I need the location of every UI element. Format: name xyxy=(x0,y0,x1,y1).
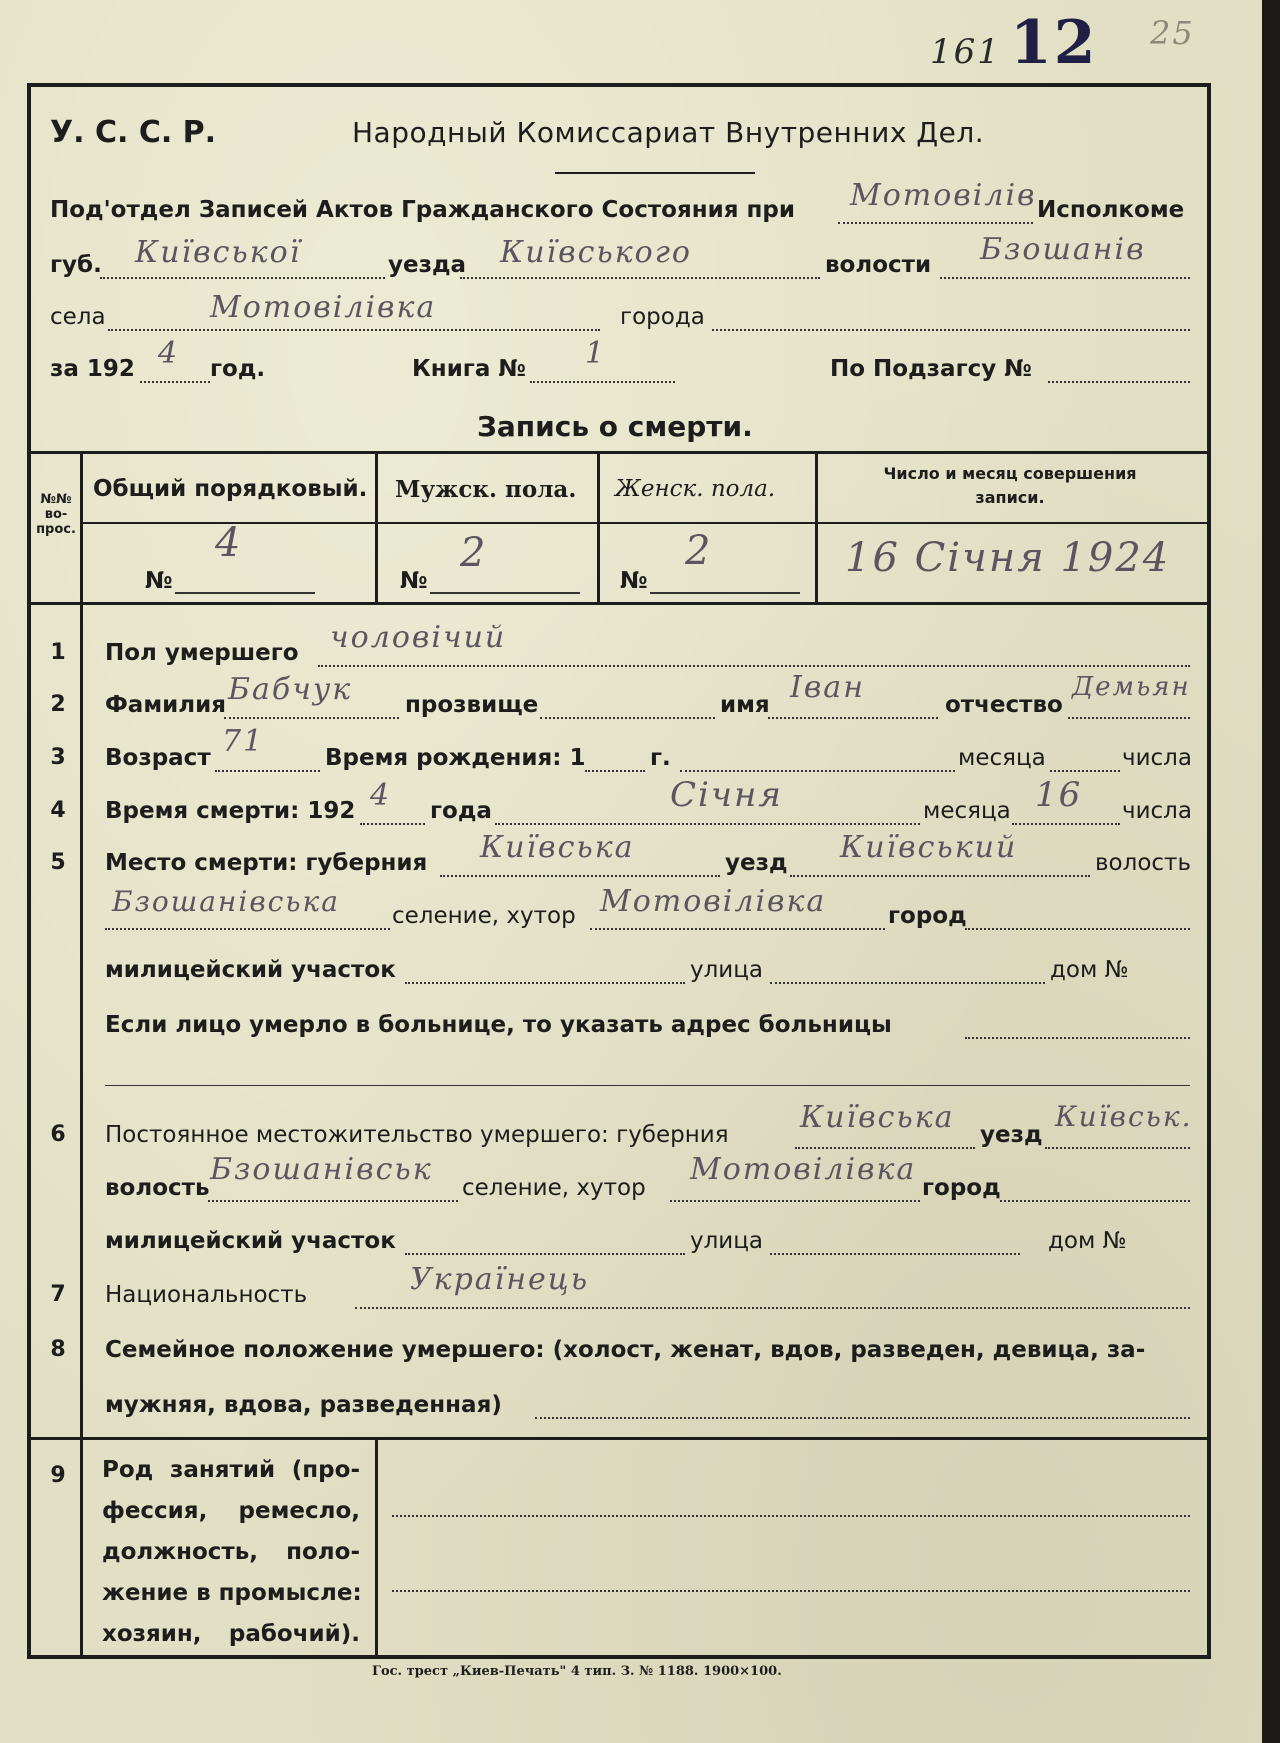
marital-label: Семейное положение умершего: (холост, женат, вдов, разведен, девица, за- xyxy=(105,1337,1146,1363)
male-no-prefix: № xyxy=(400,568,428,594)
death-day-line xyxy=(1012,823,1120,825)
occupation-line-5: хозяин, рабочий). xyxy=(102,1621,360,1647)
q-6: 6 xyxy=(50,1122,66,1147)
reg-table-bottom xyxy=(30,602,1210,605)
surname-line xyxy=(224,717,399,719)
death-year-label: года xyxy=(430,798,492,824)
general-no-prefix: № xyxy=(145,568,173,594)
col-question-no: №№ во- прос. xyxy=(36,492,76,537)
death-month-line xyxy=(495,823,920,825)
reg-col-1 xyxy=(80,451,83,604)
reg-table-mid xyxy=(80,522,1210,524)
place-label: Место смерти: губерния xyxy=(105,850,428,876)
female-no-prefix: № xyxy=(620,568,648,594)
name-line xyxy=(768,717,938,719)
record-date: 16 Січня 1924 xyxy=(845,535,1171,581)
patronymic-line xyxy=(1068,717,1190,719)
col-female: Женск. пола. xyxy=(615,476,776,502)
occupation-top xyxy=(30,1437,1210,1440)
q-4: 4 xyxy=(50,798,66,823)
birth-month-label: месяца xyxy=(958,745,1046,771)
res-uezd: Київськ. xyxy=(1055,1100,1193,1133)
nationality-label: Национальность xyxy=(105,1282,308,1308)
place-uezd: Київський xyxy=(840,830,1018,865)
reg-col-3 xyxy=(597,451,600,604)
patronymic-value: Демьян xyxy=(1072,672,1191,702)
general-no-line xyxy=(175,592,315,594)
res-volost-label: волость xyxy=(105,1175,210,1201)
archive-number: 161 xyxy=(930,32,1001,72)
res-house-label: дом № xyxy=(1048,1228,1127,1254)
res-militia-label: милицейский участок xyxy=(105,1228,396,1254)
subdept-label: Под'отдел Записей Актов Гражданского Состояния при xyxy=(50,197,796,223)
birth-day-label: числа xyxy=(1122,745,1192,771)
q-8: 8 xyxy=(50,1337,66,1362)
q-5: 5 xyxy=(50,850,66,875)
place-gub: Київська xyxy=(480,830,635,865)
marital-line xyxy=(535,1417,1190,1419)
sex-label: Пол умершего xyxy=(105,640,299,666)
place-volost-line xyxy=(105,928,390,930)
death-day-label: числа xyxy=(1122,798,1192,824)
death-year-digit: 4 xyxy=(370,778,392,813)
death-day-value: 16 xyxy=(1035,775,1083,815)
place-city-line xyxy=(965,928,1190,930)
council-value: Мотовілів xyxy=(850,178,1037,213)
sex-line xyxy=(318,665,1190,667)
occupation-divider xyxy=(375,1437,378,1659)
res-gub-line xyxy=(795,1147,975,1149)
female-no: 2 xyxy=(685,528,713,574)
gub-value: Київської xyxy=(135,235,302,270)
reg-table-top xyxy=(30,451,1210,454)
hospital-label: Если лицо умерло в больнице, то указать адрес больницы xyxy=(105,1012,892,1038)
year-digit: 4 xyxy=(158,336,180,371)
nickname-label: прозвище xyxy=(405,692,539,718)
patronymic-label: отчество xyxy=(945,692,1063,718)
col-date: Число и месяц совершения записи. xyxy=(883,464,1137,507)
book-label: Книга № xyxy=(412,356,527,382)
death-month-value: Січня xyxy=(670,775,783,815)
birth-day-line xyxy=(1050,770,1120,772)
occupation-line-3: должность, поло- xyxy=(102,1539,360,1565)
marital-label-2: мужняя, вдова, разведенная) xyxy=(105,1392,502,1418)
reg-col-4 xyxy=(815,451,818,604)
col-male: Мужск. пола. xyxy=(395,476,577,503)
hospital-line-1 xyxy=(965,1037,1190,1039)
place-uezd-label: уезд xyxy=(725,850,788,876)
surname-label: Фамилия xyxy=(105,692,226,718)
hospital-line-2 xyxy=(105,1085,1190,1086)
street-label: улица xyxy=(690,957,764,983)
corner-note: 25 xyxy=(1150,14,1195,52)
res-uezd-line xyxy=(1045,1147,1190,1149)
res-gub: Київська xyxy=(800,1100,955,1135)
god-label: год. xyxy=(210,356,266,382)
birth-month-line xyxy=(680,770,955,772)
place-volost-label: волость xyxy=(1095,850,1191,876)
selo-label: села xyxy=(50,304,106,330)
gorod-label: города xyxy=(620,304,705,330)
place-village-line xyxy=(590,928,885,930)
council-line xyxy=(838,222,1033,224)
uezd-line xyxy=(460,277,820,279)
ministry-title: Народный Комиссариат Внутренних Дел. xyxy=(352,116,985,149)
res-uezd-label: уезд xyxy=(980,1122,1043,1148)
book-line xyxy=(530,381,675,383)
book-no: 1 xyxy=(585,336,607,371)
militia-line xyxy=(405,982,685,984)
militia-label: милицейский участок xyxy=(105,957,396,983)
year-label: за 192 xyxy=(50,356,135,382)
record-title: Запись о смерти. xyxy=(477,410,753,443)
birth-label: Время рождения: 1 xyxy=(325,745,586,771)
nickname-line xyxy=(540,717,715,719)
name-label: имя xyxy=(720,692,770,718)
residence-label: Постоянное местожительство умершего: губерния xyxy=(105,1122,729,1148)
volost-value: Бзошанів xyxy=(980,232,1146,267)
name-value: Іван xyxy=(790,670,865,705)
general-no: 4 xyxy=(215,520,243,566)
surname-value: Бабчук xyxy=(228,672,353,707)
uezd-value: Київського xyxy=(500,235,692,270)
res-volost-line xyxy=(208,1200,458,1202)
q-1: 1 xyxy=(50,640,66,665)
male-no-line xyxy=(430,592,580,594)
sex-value: чоловічий xyxy=(330,620,507,655)
republic-title: У. С. С. Р. xyxy=(50,115,217,150)
birth-g: г. xyxy=(650,745,671,771)
q-2: 2 xyxy=(50,692,66,717)
year-line xyxy=(140,381,210,383)
res-militia-line xyxy=(405,1253,685,1255)
res-village-label: селение, хутор xyxy=(462,1175,646,1201)
birth-year-line xyxy=(585,770,645,772)
age-value: 71 xyxy=(222,724,265,759)
res-village: Мотовілівка xyxy=(690,1152,917,1187)
reg-col-2 xyxy=(375,451,378,604)
q-9: 9 xyxy=(50,1463,66,1488)
q-7: 7 xyxy=(50,1282,66,1307)
death-year-line xyxy=(360,823,425,825)
gub-label: губ. xyxy=(50,252,102,278)
q-3: 3 xyxy=(50,745,66,770)
occupation-label xyxy=(102,1450,360,1655)
death-month-label: месяца xyxy=(923,798,1011,824)
occupation-line-2: фессия, ремесло, xyxy=(102,1498,360,1524)
res-village-line xyxy=(670,1200,920,1202)
nationality-line xyxy=(355,1307,1190,1309)
sheet-mark: 12 xyxy=(1010,8,1098,78)
female-no-line xyxy=(650,592,800,594)
occupation-answer-line-1 xyxy=(392,1515,1190,1517)
gorod-line xyxy=(712,329,1190,331)
res-street-line xyxy=(770,1253,1020,1255)
street-line xyxy=(770,982,1045,984)
place-village-label: селение, хутор xyxy=(392,903,576,929)
place-gub-line xyxy=(440,875,720,877)
print-note: Гос. трест „Киев-Печать" 4 тип. З. № 1188. 1900×100. xyxy=(372,1664,782,1679)
volost-line xyxy=(940,277,1190,279)
volost-label: волости xyxy=(825,252,932,278)
house-label: дом № xyxy=(1050,957,1129,983)
place-uezd-line xyxy=(790,875,1090,877)
place-village: Мотовілівка xyxy=(600,884,827,919)
occupation-line-1: Род занятий (про- xyxy=(102,1457,360,1483)
res-street-label: улица xyxy=(690,1228,764,1254)
gub-line xyxy=(100,277,385,279)
selo-value: Мотовілівка xyxy=(210,290,437,325)
col-general: Общий порядковый. xyxy=(93,476,368,502)
podzags-line xyxy=(1048,381,1190,383)
death-label: Время смерти: 192 xyxy=(105,798,356,824)
age-line xyxy=(215,770,320,772)
header-divider xyxy=(555,172,755,174)
subdept-suffix: Исполкоме xyxy=(1037,197,1185,223)
occupation-answer-line-2 xyxy=(392,1590,1190,1592)
occupation-line-4: жение в промысле: xyxy=(102,1580,362,1606)
res-volost: Бзошанівськ xyxy=(210,1152,433,1187)
selo-line xyxy=(108,329,600,331)
uezd-label: уезда xyxy=(388,252,467,278)
age-label: Возраст xyxy=(105,745,211,771)
place-volost: Бзошанівська xyxy=(112,885,340,918)
male-no: 2 xyxy=(460,530,488,576)
nationality-value: Українець xyxy=(410,1262,590,1297)
podzags-label: По Подзагсу № xyxy=(830,356,1032,382)
res-city-label: город xyxy=(922,1175,1001,1201)
res-city-line xyxy=(1000,1200,1190,1202)
place-city-label: город xyxy=(888,903,967,929)
